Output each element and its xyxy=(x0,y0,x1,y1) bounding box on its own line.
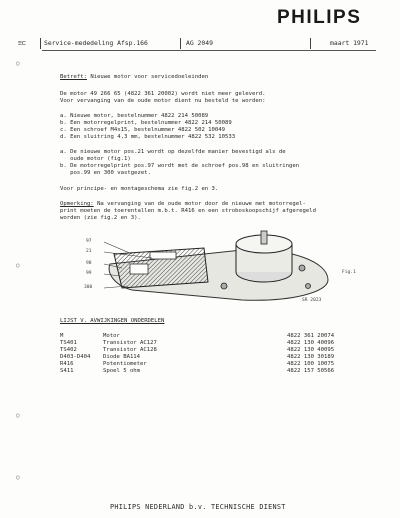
pcb-component xyxy=(150,252,176,259)
footer-text: PHILIPS NEDERLAND b.v. TECHNISCHE DIENST xyxy=(110,503,286,511)
remark-line: print moeten de toerentallen m.b.t. R416 en een stroboskoopschijf afgeregeld xyxy=(60,208,316,214)
punch-mark: ○ xyxy=(16,474,20,481)
remark-text: Na vervanging van de oude motor door de nieuwe met motorregel- xyxy=(97,201,306,207)
part-code: 4822 361 20074 xyxy=(287,333,335,339)
punch-mark: ○ xyxy=(16,262,20,269)
motor-assembly-figure xyxy=(92,228,342,308)
part-position: TS401 xyxy=(60,340,77,346)
header-title: Service-mededeling Afsp.166 xyxy=(44,39,148,47)
part-position: D403-D404 xyxy=(60,354,91,360)
subject-text: Nieuwe motor voor servicedoeleinden xyxy=(90,74,209,80)
header-divider xyxy=(40,38,41,49)
part-position: TS402 xyxy=(60,347,77,353)
part-position: R416 xyxy=(60,361,74,367)
mount-item: a. De nieuwe motor pos.21 wordt op dezelfde manier bevestigd als de xyxy=(60,149,286,155)
part-position: S411 xyxy=(60,368,74,374)
philips-logo: PHILIPS xyxy=(277,7,362,28)
motor-shaft xyxy=(261,231,267,244)
figure-label: 21 xyxy=(86,249,92,254)
part-code: 4822 157 50566 xyxy=(287,368,335,374)
header-divider xyxy=(180,38,181,49)
part-description: Motor xyxy=(103,333,120,339)
figure-label: 300 xyxy=(84,285,93,290)
part-code: 4822 100 10075 xyxy=(287,361,335,367)
order-item: a. Nieuwe motor, bestelnummer 4822 214 50089 xyxy=(60,113,209,119)
order-item: c. Een schroef M4x15, bestelnummer 4822 502 10049 xyxy=(60,127,226,133)
part-code: 4822 130 40096 xyxy=(287,340,335,346)
header-rule xyxy=(42,50,376,51)
subject-label: Betreft: xyxy=(60,74,87,80)
remark-line xyxy=(60,201,306,208)
part-description: Potentiometer xyxy=(103,361,147,367)
part-code: 4822 130 40095 xyxy=(287,347,335,353)
punch-mark: ○ xyxy=(16,60,20,67)
part-description: Spoel 5 ohm xyxy=(103,368,141,374)
pcb-component xyxy=(130,264,148,274)
screw xyxy=(306,284,311,289)
figure-stamp: SR 2023 xyxy=(302,298,322,303)
part-description: Transistor AC128 xyxy=(103,347,157,353)
document-header xyxy=(14,38,376,50)
order-item: b. Een motorregelprint, bestelnummer 4822 214 50089 xyxy=(60,120,232,126)
header-divider xyxy=(310,38,311,49)
figure-label: 97 xyxy=(86,239,92,244)
header-date: maart 1971 xyxy=(330,39,369,47)
mount-item: b. De motorregelprint pos.97 wordt met de schroef pos.98 en sluitringen xyxy=(60,163,300,169)
part-description: Diode BA114 xyxy=(103,354,141,360)
parts-heading: LIJST V. AVWIJKINGEN ONDERDELEN xyxy=(60,318,165,324)
screw xyxy=(221,283,227,289)
mount-item: pos.99 en 300 vastgezet. xyxy=(60,170,151,176)
remark-line: worden (zie fig.2 en 3). xyxy=(60,215,141,221)
mount-item: oude motor (fig.1) xyxy=(60,156,131,162)
part-description: Transistor AC127 xyxy=(103,340,157,346)
order-item: d. Een sluitring 4,3 mm, bestelnummer 4822 532 10533 xyxy=(60,134,236,140)
part-position: M xyxy=(60,333,64,339)
intro-line: De motor 49 266 65 (4822 361 20002) wordt niet meer geleverd. xyxy=(60,91,266,97)
figure-label: 98 xyxy=(86,261,92,266)
figure-caption: Fig.1 xyxy=(342,270,356,275)
header-code: AG 2049 xyxy=(186,39,213,47)
punch-mark: ○ xyxy=(16,412,20,419)
schema-note: Voor principe- en montageschema zie fig.2 en 3. xyxy=(60,186,219,192)
header-mark: ≡⊏ xyxy=(18,39,26,47)
remark-label: Opmerking: xyxy=(60,201,94,207)
intro-line: Voor vervanging van de oude motor dient nu besteld te worden: xyxy=(60,98,266,104)
screw xyxy=(299,265,305,271)
figure-label: 99 xyxy=(86,271,92,276)
part-code: 4822 130 30189 xyxy=(287,354,335,360)
subject-line xyxy=(60,74,208,81)
